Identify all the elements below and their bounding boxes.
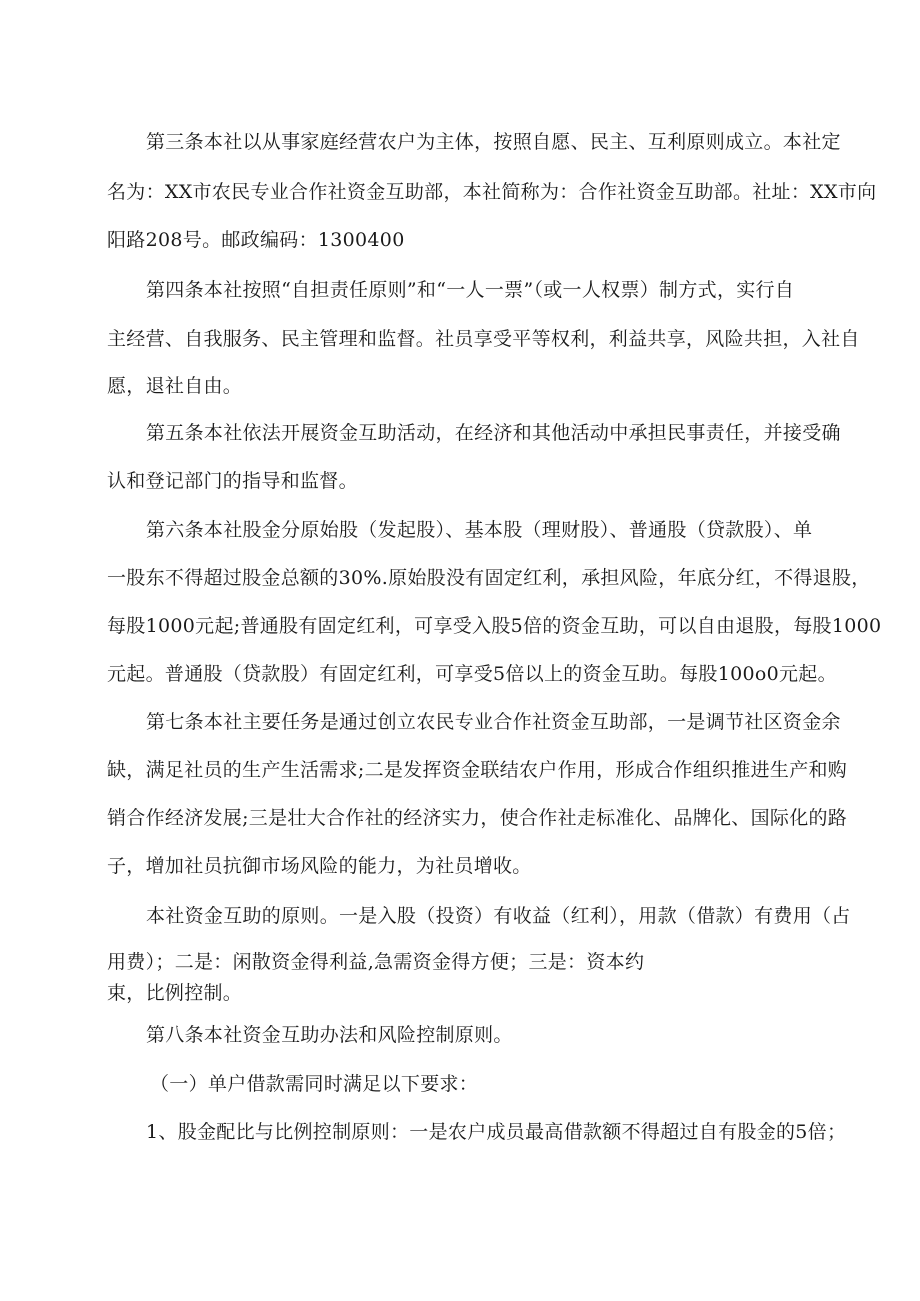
article-3-line-3: 阳路208号。邮政编码：1300400 [107, 229, 405, 251]
article-3-line-1: 第三条本社以从事家庭经营农户为主体，按照自愿、民主、互利原则成立。本社定 [146, 131, 841, 153]
article-8-line-1: 第八条本社资金互助办法和风险控制原则。 [146, 1024, 513, 1046]
article-7-line-2: 缺，满足社员的生产生活需求;二是发挥资金联结农户作用，形成合作组织推进生产和购 [107, 759, 848, 781]
principle-line-3: 束，比例控制。 [107, 982, 243, 1004]
article-3-line-2: 名为：XX市农民专业合作社资金互助部，本社简称为：合作社资金互助部。社址：XX市向 [107, 181, 877, 203]
article-6-line-3: 每股1000元起;普通股有固定红利，可享受入股5倍的资金互助，可以自由退股，每股1000 [107, 615, 882, 637]
article-6-line-1: 第六条本社股金分原始股（发起股）、基本股（理财股）、普通股（贷款股）、单 [146, 519, 813, 541]
article-5-line-1: 第五条本社依法开展资金互助活动，在经济和其他活动中承担民事责任，并接受确 [146, 422, 841, 444]
article-7-line-4: 子，增加社员抗御市场风险的能力，为社员增收。 [107, 855, 532, 877]
article-7-line-3: 销合作经济发展;三是壮大合作社的经济实力，使合作社走标准化、品牌化、国际化的路 [107, 807, 848, 829]
article-6-line-4: 元起。普通股（贷款股）有固定红利，可享受5倍以上的资金互助。每股100o0元起。 [107, 663, 837, 685]
principle-line-2: 用费）；二是：闲散资金得利益,急需资金得方便；三是：资本约 [107, 951, 645, 973]
article-7-line-1: 第七条本社主要任务是通过创立农民专业合作社资金互助部，一是调节社区资金余 [146, 711, 841, 733]
article-4-line-2: 主经营、自我服务、民主管理和监督。社员享受平等权利，利益共享，风险共担，入社自 [107, 328, 860, 350]
section-1-heading: （一）单户借款需同时满足以下要求： [150, 1073, 479, 1095]
article-6-line-2: 一股东不得超过股金总额的30%.原始股没有固定红利，承担风险，年底分红，不得退股， [107, 567, 871, 589]
article-4-line-3: 愿，退社自由。 [107, 375, 243, 397]
article-4-line-1: 第四条本社按照“自担责任原则”和“一人一票”（或一人权票）制方式，实行自 [146, 279, 795, 301]
principle-line-1: 本社资金互助的原则。一是入股（投资）有收益（红利），用款（借款）有费用（占 [146, 905, 851, 927]
item-1-line-1: 1、股金配比与比例控制原则：一是农户成员最高借款额不得超过自有股金的5倍； [146, 1121, 847, 1143]
article-5-line-2: 认和登记部门的指导和监督。 [107, 470, 358, 492]
